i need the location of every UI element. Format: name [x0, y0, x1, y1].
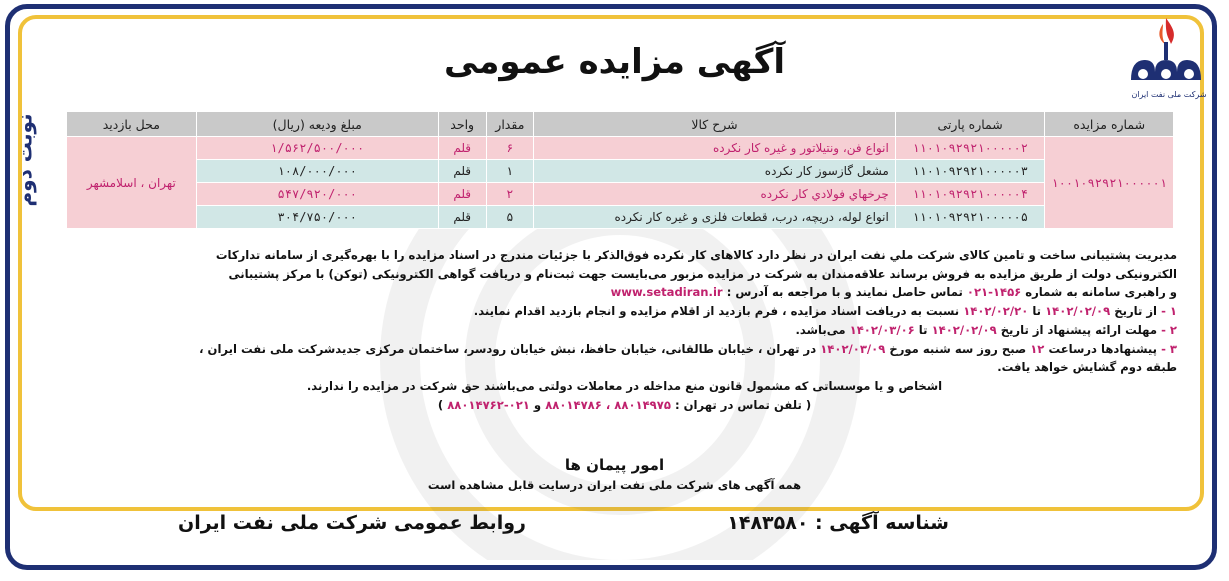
party-cell: ۱۱۰۱۰۹۲۹۲۱۰۰۰۰۰۴ [895, 183, 1045, 206]
description-cell: انواع لوله، دریچه، درب، قطعات فلزی و غیره کار نکرده [534, 206, 896, 229]
item-1-text-a: از تاریخ [1114, 304, 1158, 319]
location-cell: تهران ، اسلامشهر [67, 137, 197, 229]
public-relations: روابط عمومی شرکت ملی نفت ایران [178, 512, 526, 534]
item-2-end-date: ۱۴۰۲/۰۳/۰۶ [849, 322, 915, 337]
eligibility-note: اشخاص و یا موسساتی که مشمول قانون منع مداخله در معاملات دولتی می‌باشند حق شرکت در مزایده را ندارند. [306, 378, 943, 393]
auction-number-cell: ۱۰۰۱۰۹۲۹۲۱۰۰۰۰۰۱ [1045, 137, 1174, 229]
item-3-text-b: صبح روز سه شنبه مورخ [889, 341, 1027, 356]
item-3-text-a: پیشنهادها درساعت [1048, 341, 1158, 356]
contact-phones [72, 396, 1177, 415]
header-quantity: مقدار [486, 112, 534, 137]
item-2-number: ۲ - [1161, 322, 1177, 337]
intro-line-3 [72, 283, 1177, 302]
header-location: محل بازدید [67, 112, 197, 137]
quantity-cell: ۶ [486, 137, 534, 160]
party-cell: ۱۱۰۱۰۹۲۹۲۱۰۰۰۰۰۵ [895, 206, 1045, 229]
item-3 [72, 340, 1177, 359]
item-1-text-b: نسبت به دریافت اسناد مزایده ، فرم بازدید از اقلام مزایده و انجام بازدید اقدام نمایند. [473, 304, 960, 319]
logo-caption: شرکت ملی نفت ایران [1131, 90, 1207, 99]
table-row [67, 160, 1174, 183]
table-row [67, 206, 1174, 229]
contact-phones-label: ( تلفن تماس در تهران : [674, 397, 812, 412]
intro-line-2: الکترونیکی دولت از طریق مزایده به فروش برساند علاقه‌مندان به شرکت در مزایده مزبور می‌بایست جهت ثبت‌نام و دریافت گواهی الکترونیکی (توکن) با مرکز پشتیبانی [228, 266, 1177, 281]
setadiran-link[interactable]: www.setadiran.ir [610, 285, 723, 300]
intro-line-1: مدیریت پشتیبانی ساخت و تامین کالای شرکت ملي نفت ايران در نظر دارد کالاهای کار نکرده فوق‌الذکر با جزئیات مندرج در اسناد مزایده را با بهره‌گیری از سامانه تدارکات [215, 248, 1177, 262]
contact-phones-and: و [533, 397, 542, 412]
contact-phone-numbers: ۸۸۰۱۴۹۷۵ ، ۸۸۰۱۴۷۸۶ [545, 397, 671, 412]
item-1 [72, 302, 1177, 321]
item-3-text-c: در تهران ، خیابان طالقانی، خیابان حافظ، نبش خیابان رودسر، ساختمان مرکزی جدیدشرکت ملی نفت ایران ، [199, 341, 817, 356]
header-party-number: شماره پارتی [895, 112, 1045, 137]
deposit-cell: ۱/۵۶۲/۵۰۰/۰۰۰ [196, 137, 438, 160]
item-2-text-a: مهلت ارائه پیشنهاد از تاریخ [1000, 322, 1158, 337]
unit-cell: قلم [438, 183, 486, 206]
table-row [67, 137, 1174, 160]
intro-line-3-text: و راهبری سامانه به شماره [1025, 285, 1177, 300]
deposit-cell: ۳۰۴/۷۵۰/۰۰۰ [196, 206, 438, 229]
item-2-start-date: ۱۴۰۲/۰۲/۰۹ [931, 322, 997, 337]
description-cell: انواع فن، ونتیلاتور و غیره کار نکرده [534, 137, 896, 160]
item-2-to: تا [918, 322, 928, 337]
unit-cell: قلم [438, 160, 486, 183]
quantity-cell: ۵ [486, 206, 534, 229]
header-description: شرح کالا [534, 112, 896, 137]
item-2 [72, 321, 1177, 340]
item-1-to: تا [1032, 304, 1042, 319]
item-1-end-date: ۱۴۰۲/۰۲/۲۰ [963, 304, 1029, 319]
page-title: آگهی مزایده عمومی [443, 42, 786, 82]
header-unit: واحد [438, 112, 486, 137]
table-header-row [67, 112, 1174, 137]
description-cell: مشعل گازسوز کار نکرده [534, 160, 896, 183]
deposit-cell: ۵۴۷/۹۲۰/۰۰۰ [196, 183, 438, 206]
party-cell: ۱۱۰۱۰۹۲۹۲۱۰۰۰۰۰۳ [895, 160, 1045, 183]
support-phone: ۱۴۵۶-۰۲۱ [966, 285, 1022, 300]
unit-cell: قلم [438, 206, 486, 229]
item-1-start-date: ۱۴۰۲/۰۲/۰۹ [1045, 304, 1111, 319]
auction-items-table [66, 111, 1174, 229]
announcement-body [72, 246, 1177, 414]
description-cell: چرخهاي فولادي كار نكرده [534, 183, 896, 206]
item-3-date: ۱۴۰۲/۰۳/۰۹ [820, 341, 886, 356]
item-1-number: ۱ - [1161, 304, 1177, 319]
item-2-text-b: می‌باشد. [795, 322, 846, 337]
table-row [67, 183, 1174, 206]
item-3-number: ۳ - [1161, 341, 1177, 356]
quantity-cell: ۱ [486, 160, 534, 183]
party-cell: ۱۱۰۱۰۹۲۹۲۱۰۰۰۰۰۲ [895, 137, 1045, 160]
quantity-cell: ۲ [486, 183, 534, 206]
contact-phones-close: ) [437, 397, 444, 412]
header-auction-number: شماره مزایده [1045, 112, 1174, 137]
item-3-continued: طبقه دوم گشایش خواهد یافت. [997, 360, 1177, 375]
unit-cell: قلم [438, 137, 486, 160]
contract-affairs: امور پیمان ها [564, 456, 665, 474]
intro-line-3-text-b: تماس حاصل نمایند و با مراجعه به آدرس : [726, 285, 963, 300]
ad-id: شناسه آگهی : ۱۴۸۳۵۸۰ [727, 512, 949, 534]
item-3-hour: ۱۲ [1030, 341, 1045, 356]
contact-phone-last: ۰۲۱-۸۸۰۱۴۷۶۲ [447, 397, 530, 412]
site-note: همه آگهی های شرکت ملی نفت ایران درسایت قابل مشاهده است [427, 478, 802, 492]
publication-round-label: نوبت دوم [13, 113, 38, 207]
deposit-cell: ۱۰۸/۰۰۰/۰۰۰ [196, 160, 438, 183]
header-deposit: مبلغ ودیعه (ریال) [196, 112, 438, 137]
